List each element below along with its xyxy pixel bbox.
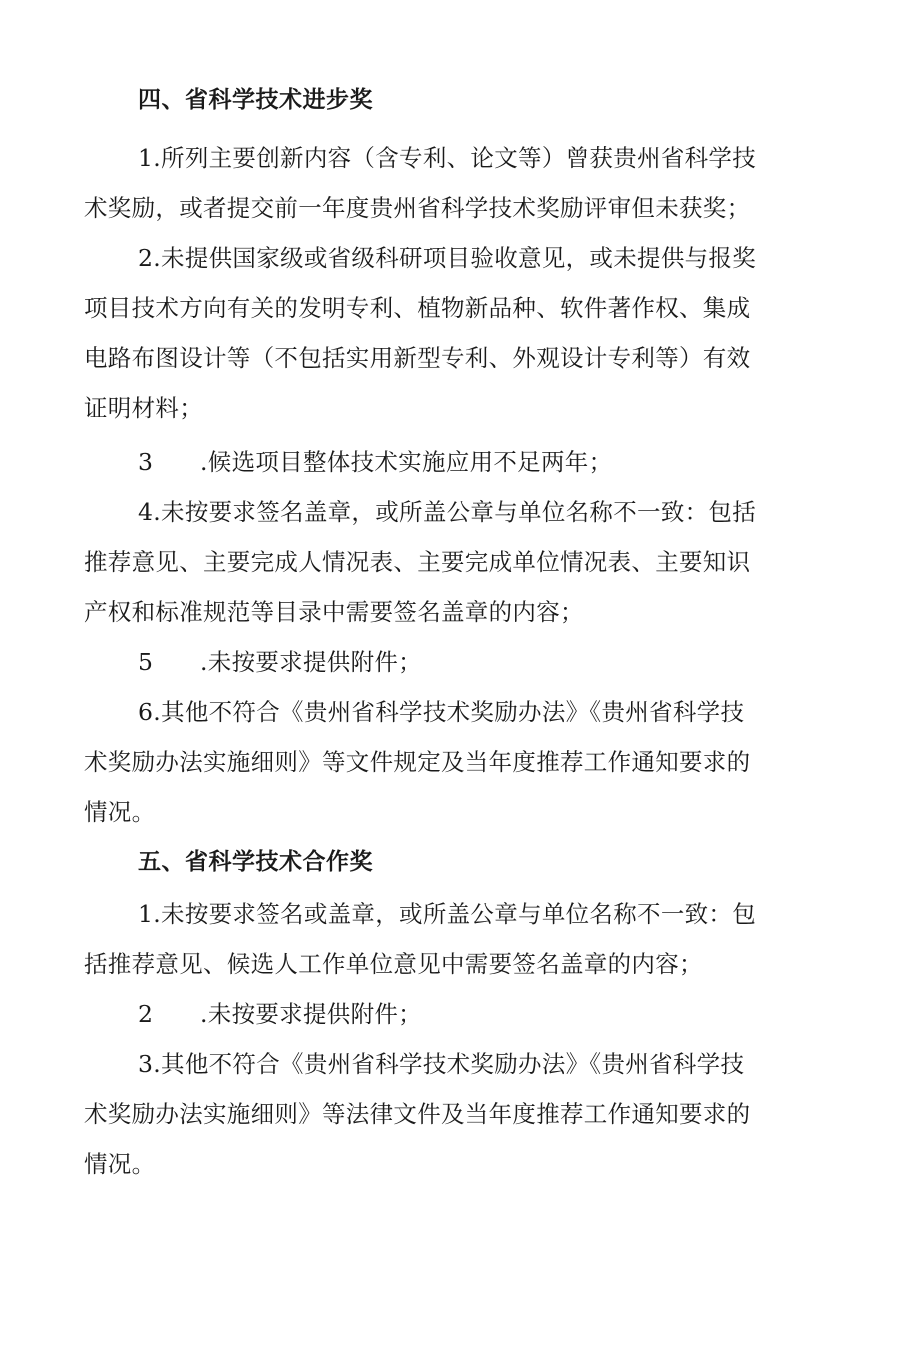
item-text: 未按要求签名或盖章，或所盖公章与单位名称不一致：包 [161,900,757,928]
item-number: 2. [138,244,162,272]
item-number: 6. [138,698,162,726]
item-5-1-line-2: 括推荐意见、候选人工作单位意见中需要签名盖章的内容； [84,950,703,978]
item-text: .候选项目整体技术实施应用不足两年； [200,448,613,476]
item-4-6-line-2: 术奖励办法实施细则》等文件规定及当年度推荐工作通知要求的 [84,748,751,776]
item-5-1-line-1 [138,898,898,930]
item-text: 未提供国家级或省级科研项目验收意见，或未提供与报奖 [161,244,757,272]
item-4-2-line-3: 电路布图设计等（不包括实用新型专利、外观设计专利等）有效 [84,344,751,372]
item-4-4-line-2: 推荐意见、主要完成人情况表、主要完成单位情况表、主要知识 [84,548,751,576]
item-number: 1. [138,900,162,928]
item-number: 1. [138,144,162,172]
item-4-3-line-1 [138,446,898,478]
item-4-4-line-3: 产权和标准规范等目录中需要签名盖章的内容； [84,598,584,626]
item-4-2-line-2: 项目技术方向有关的发明专利、植物新品种、软件著作权、集成 [84,294,751,322]
item-4-5-line-1 [138,646,898,678]
item-number: 5 [138,648,154,676]
item-4-1-line-1 [138,142,898,174]
item-4-4-line-1 [138,496,898,528]
item-4-6-line-3: 情况。 [84,798,156,826]
item-number: 4. [138,498,162,526]
item-text: 其他不符合《贵州省科学技术奖励办法》《贵州省科学技 [161,698,745,726]
item-4-2-line-4: 证明材料； [84,394,203,422]
item-text: 未按要求签名盖章，或所盖公章与单位名称不一致：包括 [161,498,757,526]
item-number: 3. [138,1050,162,1078]
item-4-6-line-1 [138,696,898,728]
item-5-3-line-2: 术奖励办法实施细则》等法律文件及当年度推荐工作通知要求的 [84,1100,751,1128]
item-4-1-line-2: 术奖励，或者提交前一年度贵州省科学技术奖励评审但未获奖； [84,194,751,222]
item-4-2-line-1 [138,242,898,274]
section-heading-5: 五、省科学技术合作奖 [138,849,373,875]
item-number: 3 [138,448,154,476]
section-heading-4: 四、省科学技术进步奖 [138,87,373,113]
item-5-2-line-1 [138,998,898,1030]
item-text: .未按要求提供附件； [200,1000,422,1028]
item-text: 其他不符合《贵州省科学技术奖励办法》《贵州省科学技 [161,1050,745,1078]
item-5-3-line-1 [138,1048,898,1080]
item-text: 所列主要创新内容（含专利、论文等）曾获贵州省科学技 [161,144,757,172]
item-number: 2 [138,1000,154,1028]
item-text: .未按要求提供附件； [200,648,422,676]
item-5-3-line-3: 情况。 [84,1150,156,1178]
